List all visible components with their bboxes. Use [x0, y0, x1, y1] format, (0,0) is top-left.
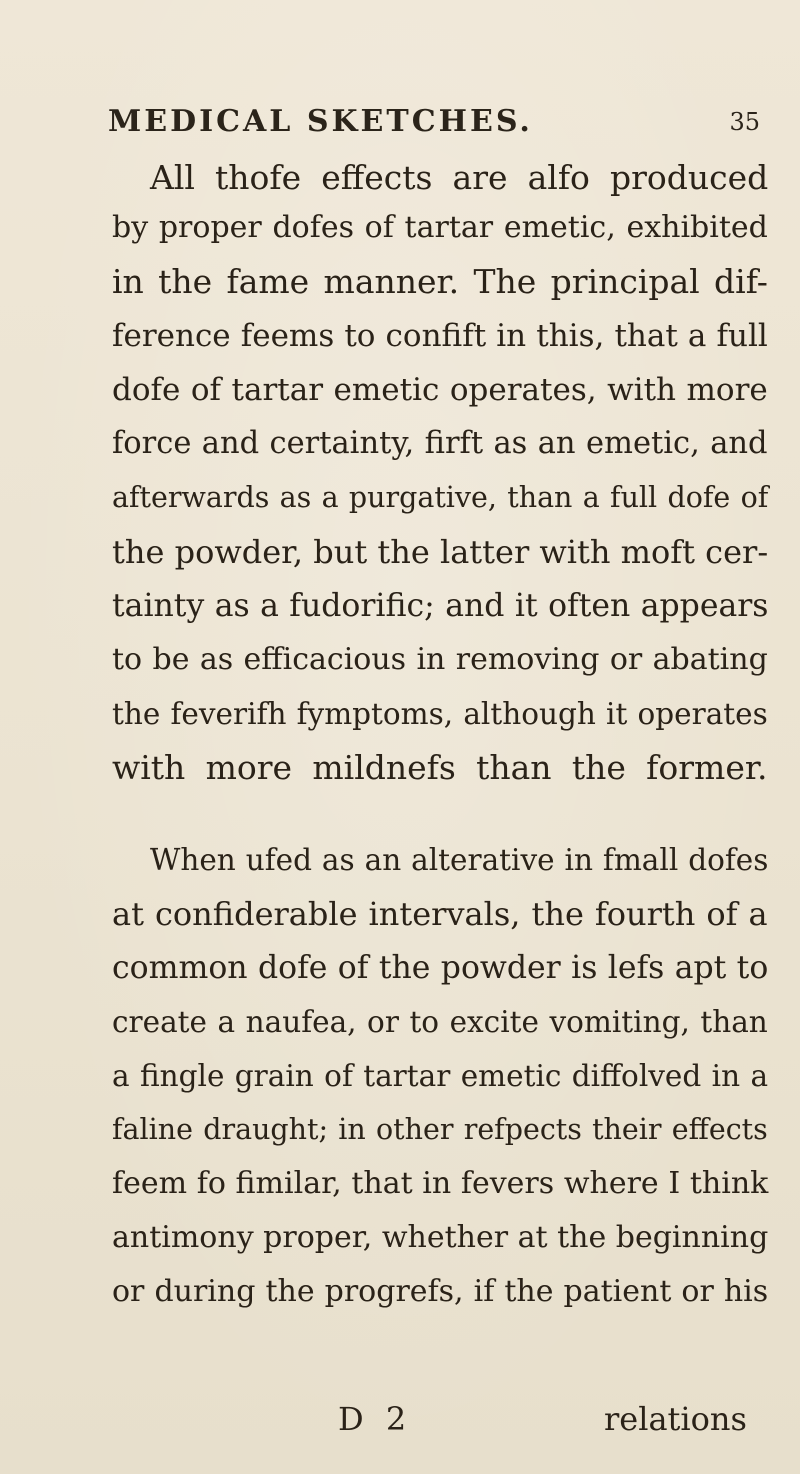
text-line: by proper dofes of tartar emetic, exhibited [112, 210, 768, 245]
catchword: relations [604, 1400, 747, 1438]
text-line: faline draught; in other refpects their effects [112, 1113, 768, 1146]
text-line: feem fo fimilar, that in fevers where I think [112, 1166, 769, 1201]
text-line: in the fame manner. The principal dif- [112, 262, 768, 301]
text-line: afterwards as a purgative, than a full dofe of [112, 481, 769, 514]
text-line: to be as efficacious in removing or abating [112, 642, 768, 677]
text-line: the feverifh fymptoms, although it operates [112, 697, 768, 731]
page-number: 35 [729, 108, 760, 136]
text-line: dofe of tartar emetic operates, with more [112, 372, 768, 408]
page-footer [0, 1400, 800, 1450]
page-header [108, 104, 768, 144]
running-head: MEDICAL SKETCHES. [108, 104, 533, 139]
text-line: tainty as a fudorific; and it often appears [112, 588, 769, 624]
text-line: at confiderable intervals, the fourth of a [112, 895, 768, 933]
text-line: force and certainty, firft as an emetic, and [112, 426, 768, 461]
text-line: the powder, but the latter with moft cer- [112, 533, 769, 571]
text-line: create a naufea, or to excite vomiting, than [112, 1005, 768, 1039]
text-line: or during the progrefs, if the patient or his [112, 1274, 769, 1309]
text-line: common dofe of the powder is lefs apt to [112, 950, 769, 986]
text-line: with more mildnefs than the former. [112, 748, 768, 787]
text-line: When ufed as an alterative in fmall dofes [150, 843, 769, 877]
text-line: antimony proper, whether at the beginning [112, 1220, 769, 1255]
text-line: All thofe effects are alfo produced [150, 158, 769, 197]
signature-mark: D 2 [338, 1400, 413, 1438]
text-line: ference feems to confift in this, that a full [112, 318, 768, 354]
text-line: a fingle grain of tartar emetic diffolved in a [112, 1059, 769, 1093]
